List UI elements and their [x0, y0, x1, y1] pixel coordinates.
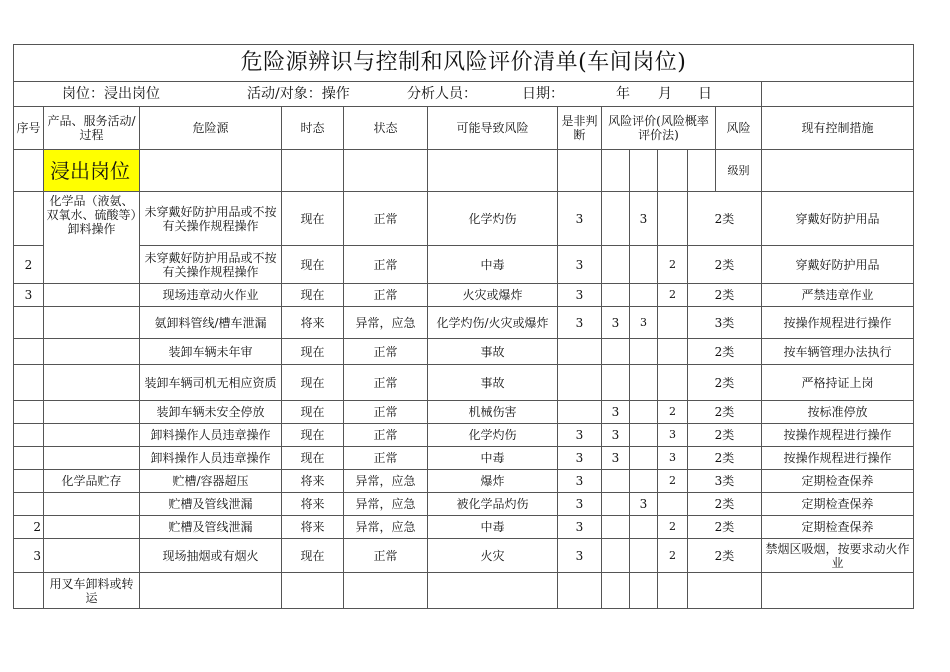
row-8-risk: 中毒	[428, 447, 558, 470]
row-1-level: 2类	[688, 246, 762, 284]
row-10-risk: 被化学品灼伤	[428, 493, 558, 516]
header-seq: 序号	[14, 107, 44, 150]
post-name-cell: 浸出岗位	[44, 150, 140, 192]
row-5-e	[602, 365, 630, 401]
row-8-c	[630, 447, 658, 470]
row-7-tense: 现在	[282, 424, 344, 447]
row-4-tense: 现在	[282, 339, 344, 365]
row-9-d: 2	[658, 470, 688, 493]
row-10-d	[658, 493, 688, 516]
header-risk: 可能导致风险	[428, 107, 558, 150]
row-12-d: 2	[658, 539, 688, 573]
row-1-c	[630, 246, 658, 284]
header-level: 风险	[716, 107, 762, 150]
row-6-l	[558, 401, 602, 424]
row-2-control: 严禁违章作业	[762, 284, 914, 307]
row-7-e: 3	[602, 424, 630, 447]
row-3-risk: 化学灼伤/火灾或爆炸	[428, 307, 558, 339]
row-3-d	[658, 307, 688, 339]
row-6-level: 2类	[688, 401, 762, 424]
row-7-seq	[14, 424, 44, 447]
row-12-level: 2类	[688, 539, 762, 573]
row-8-tense: 现在	[282, 447, 344, 470]
header-hazard: 危险源	[140, 107, 282, 150]
row-8-d: 3	[658, 447, 688, 470]
row-11-seq: 2	[14, 516, 44, 539]
row-5-tense: 现在	[282, 365, 344, 401]
row-8-l: 3	[558, 447, 602, 470]
row-1-e	[602, 246, 630, 284]
row-6-control: 按标准停放	[762, 401, 914, 424]
row-0-d	[658, 192, 688, 246]
row-11-level: 2类	[688, 516, 762, 539]
group-forklift: 用叉车卸料或转运	[44, 573, 140, 609]
row-3-level: 3类	[688, 307, 762, 339]
row-5-control: 严格持证上岗	[762, 365, 914, 401]
row-11-l: 3	[558, 516, 602, 539]
row-6-c	[630, 401, 658, 424]
row-10-tense: 将来	[282, 493, 344, 516]
row-5-l	[558, 365, 602, 401]
row-11-c	[630, 516, 658, 539]
row-2-e	[602, 284, 630, 307]
row-2-state: 正常	[344, 284, 428, 307]
row-3-hazard: 氨卸料管线/槽车泄漏	[140, 307, 282, 339]
group-chem-storage: 化学品贮存	[44, 470, 140, 493]
header-control: 现有控制措施	[762, 107, 914, 150]
row-3-l: 3	[558, 307, 602, 339]
risk-assessment-sheet	[13, 44, 914, 609]
row-11-tense: 将来	[282, 516, 344, 539]
row-10-seq	[14, 493, 44, 516]
row-1-state: 正常	[344, 246, 428, 284]
row-10-state: 异常，应急	[344, 493, 428, 516]
row-6-e: 3	[602, 401, 630, 424]
row-7-hazard: 卸料操作人员违章操作	[140, 424, 282, 447]
row-12-state: 正常	[344, 539, 428, 573]
row-2-d: 2	[658, 284, 688, 307]
row-11-d: 2	[658, 516, 688, 539]
row-12-e	[602, 539, 630, 573]
info-line	[14, 82, 762, 107]
info-date: 日期：	[522, 86, 564, 102]
row-9-level: 3类	[688, 470, 762, 493]
row-10-c: 3	[630, 493, 658, 516]
row-9-risk: 爆炸	[428, 470, 558, 493]
risk-table	[13, 44, 914, 609]
row-6-risk: 机械伤害	[428, 401, 558, 424]
row-3-tense: 将来	[282, 307, 344, 339]
row-5-seq	[14, 365, 44, 401]
header-eval: 风险评价(风险概率评价法)	[602, 107, 716, 150]
row-4-state: 正常	[344, 339, 428, 365]
row-0-risk: 化学灼伤	[428, 192, 558, 246]
row-2-risk: 火灾或爆炸	[428, 284, 558, 307]
row-10-level: 2类	[688, 493, 762, 516]
row-9-tense: 将来	[282, 470, 344, 493]
row-3-e: 3	[602, 307, 630, 339]
row-9-control: 定期检查保养	[762, 470, 914, 493]
row-7-l: 3	[558, 424, 602, 447]
row-0-tense: 现在	[282, 192, 344, 246]
row-4-l	[558, 339, 602, 365]
row-12-seq: 3	[14, 539, 44, 573]
row-4-e	[602, 339, 630, 365]
row-9-l: 3	[558, 470, 602, 493]
row-11-e	[602, 516, 630, 539]
row-3-control: 按操作规程进行操作	[762, 307, 914, 339]
row-2-level: 2类	[688, 284, 762, 307]
row-2-l: 3	[558, 284, 602, 307]
row-9-c	[630, 470, 658, 493]
row-6-seq	[14, 401, 44, 424]
row-9-e	[602, 470, 630, 493]
row-12-c	[630, 539, 658, 573]
info-post: 岗位：浸出岗位	[62, 86, 160, 102]
row-1-seq: 2	[14, 246, 44, 284]
level-sub-label: 级别	[716, 150, 762, 192]
info-day: 日	[698, 86, 712, 102]
row-7-risk: 化学灼伤	[428, 424, 558, 447]
row-5-risk: 事故	[428, 365, 558, 401]
row-1-risk: 中毒	[428, 246, 558, 284]
row-0-control: 穿戴好防护用品	[762, 192, 914, 246]
row-1-control: 穿戴好防护用品	[762, 246, 914, 284]
row-0-c: 3	[630, 192, 658, 246]
row-10-control: 定期检查保养	[762, 493, 914, 516]
row-11-risk: 中毒	[428, 516, 558, 539]
row-0-level: 2类	[688, 192, 762, 246]
info-empty	[762, 82, 914, 107]
row-9-hazard: 贮槽/容器超压	[140, 470, 282, 493]
row-8-control: 按操作规程进行操作	[762, 447, 914, 470]
row-10-e	[602, 493, 630, 516]
row-4-control: 按车辆管理办法执行	[762, 339, 914, 365]
row-0-l: 3	[558, 192, 602, 246]
row-4-level: 2类	[688, 339, 762, 365]
row-7-d: 3	[658, 424, 688, 447]
row-10-hazard: 贮槽及管线泄漏	[140, 493, 282, 516]
row-7-level: 2类	[688, 424, 762, 447]
info-month: 月	[658, 86, 672, 102]
info-activity: 活动/对象：操作	[247, 86, 350, 102]
row-4-c	[630, 339, 658, 365]
row-12-control: 禁烟区吸烟，按要求动火作业	[762, 539, 914, 573]
row-8-hazard: 卸料操作人员违章操作	[140, 447, 282, 470]
header-state: 状态	[344, 107, 428, 150]
row-6-hazard: 装卸车辆未安全停放	[140, 401, 282, 424]
row-2-seq: 3	[14, 284, 44, 307]
row-9-seq	[14, 470, 44, 493]
row-3-c: 3	[630, 307, 658, 339]
group-chem-unload: 化学品（液氨、双氧水、硫酸等）卸料操作	[44, 192, 140, 284]
row-2-c	[630, 284, 658, 307]
row-4-risk: 事故	[428, 339, 558, 365]
row-6-tense: 现在	[282, 401, 344, 424]
row-6-state: 正常	[344, 401, 428, 424]
row-10-l: 3	[558, 493, 602, 516]
row-4-d	[658, 339, 688, 365]
row-2-tense: 现在	[282, 284, 344, 307]
row-9-state: 异常，应急	[344, 470, 428, 493]
row-12-hazard: 现场抽烟或有烟火	[140, 539, 282, 573]
row-11-control: 定期检查保养	[762, 516, 914, 539]
row-4-hazard: 装卸车辆未年审	[140, 339, 282, 365]
row-5-hazard: 装卸车辆司机无相应资质	[140, 365, 282, 401]
row-0-e	[602, 192, 630, 246]
info-analyst: 分析人员：	[407, 86, 477, 102]
row-1-l: 3	[558, 246, 602, 284]
header-process: 产品、服务活动/过程	[44, 107, 140, 150]
row-8-seq	[14, 447, 44, 470]
row-0-state: 正常	[344, 192, 428, 246]
row-11-hazard: 贮槽及管线泄漏	[140, 516, 282, 539]
row-8-state: 正常	[344, 447, 428, 470]
row-5-level: 2类	[688, 365, 762, 401]
row-2-hazard: 现场违章动火作业	[140, 284, 282, 307]
row-12-l: 3	[558, 539, 602, 573]
row-4-seq	[14, 339, 44, 365]
row-5-d	[658, 365, 688, 401]
row-7-c	[630, 424, 658, 447]
page-title: 危险源辨识与控制和风险评价清单(车间岗位)	[14, 45, 914, 82]
row-12-risk: 火灾	[428, 539, 558, 573]
info-year: 年	[616, 86, 630, 102]
row-11-state: 异常，应急	[344, 516, 428, 539]
row-8-e: 3	[602, 447, 630, 470]
row-0-seq	[14, 192, 44, 246]
row-7-state: 正常	[344, 424, 428, 447]
row-3-seq	[14, 307, 44, 339]
row-12-tense: 现在	[282, 539, 344, 573]
row-7-control: 按操作规程进行操作	[762, 424, 914, 447]
row-8-level: 2类	[688, 447, 762, 470]
row-1-hazard: 未穿戴好防护用品或不按有关操作规程操作	[140, 246, 282, 284]
header-yesno: 是非判断	[558, 107, 602, 150]
row-0-hazard: 未穿戴好防护用品或不按有关操作规程操作	[140, 192, 282, 246]
row-1-d: 2	[658, 246, 688, 284]
row-5-c	[630, 365, 658, 401]
row-5-state: 正常	[344, 365, 428, 401]
row-1-tense: 现在	[282, 246, 344, 284]
row-3-state: 异常，应急	[344, 307, 428, 339]
header-tense: 时态	[282, 107, 344, 150]
row-6-d: 2	[658, 401, 688, 424]
